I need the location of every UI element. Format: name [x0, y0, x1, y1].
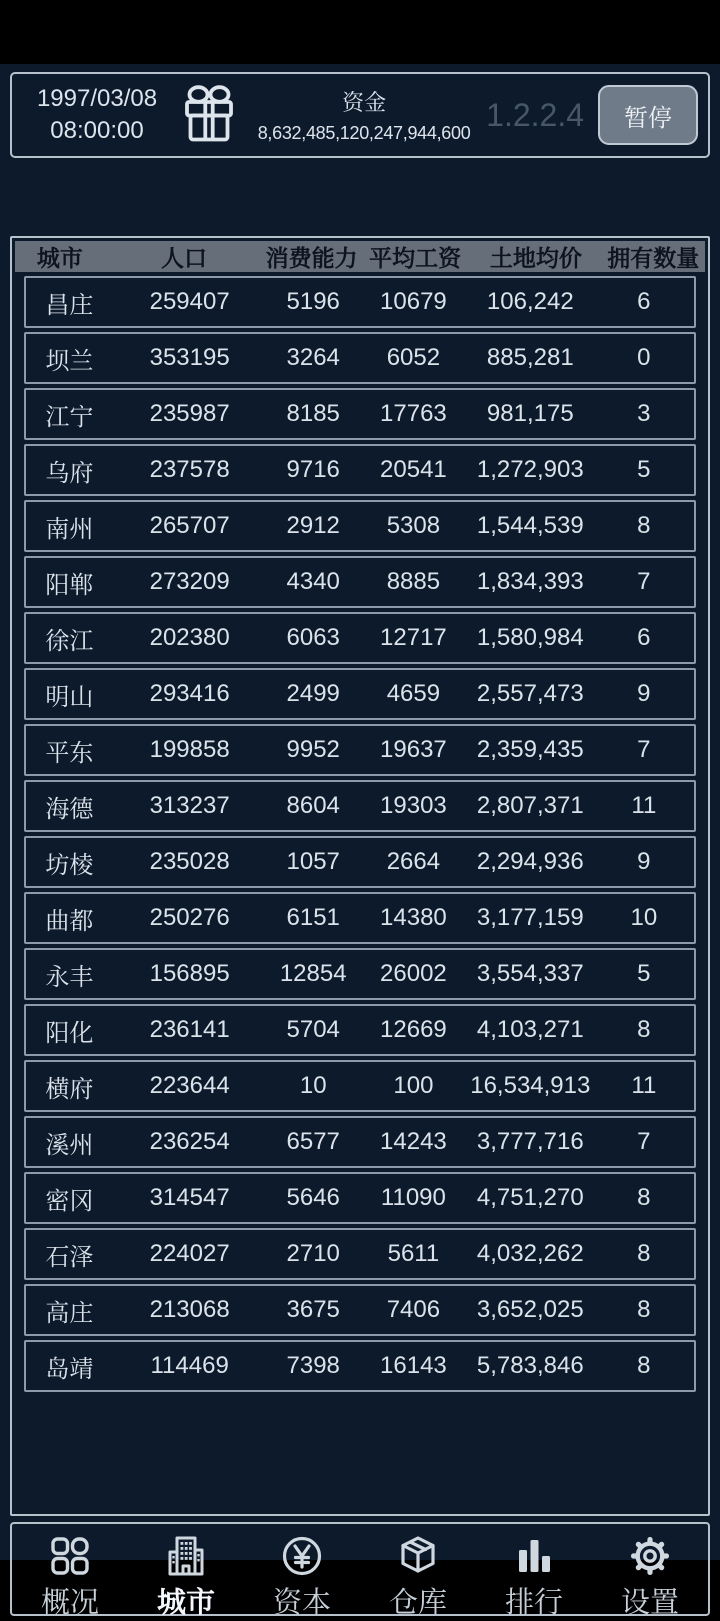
city-table	[10, 236, 710, 1516]
column-header-land-price: 土地均价	[489, 245, 582, 271]
cell-owned-count: 7	[637, 568, 651, 595]
game-datetime	[22, 83, 172, 148]
cell-city: 密冈	[45, 1187, 94, 1215]
cell-city: 乌府	[45, 459, 94, 487]
building-icon	[163, 1533, 209, 1579]
cell-population: 236254	[149, 1128, 230, 1155]
cell-population: 237578	[149, 456, 230, 483]
cell-population: 114469	[150, 1352, 229, 1379]
table-row[interactable]	[24, 1004, 696, 1056]
table-row[interactable]	[24, 1340, 696, 1392]
cell-salary: 14243	[380, 1128, 447, 1155]
cell-owned-count: 8	[637, 1016, 651, 1043]
cell-salary: 20541	[380, 456, 447, 483]
cell-land-price: 4,103,271	[476, 1016, 584, 1043]
table-row[interactable]	[24, 1116, 696, 1168]
table-row[interactable]	[24, 1284, 696, 1336]
table-row[interactable]	[24, 892, 696, 944]
cell-owned-count: 7	[637, 736, 651, 763]
nav-label: 资本	[272, 1587, 331, 1619]
cell-population: 224027	[149, 1240, 230, 1267]
cell-consumption: 4340	[286, 568, 340, 595]
cell-consumption: 10	[299, 1072, 327, 1099]
nav-item-building[interactable]	[128, 1524, 244, 1619]
cell-consumption: 5704	[286, 1016, 340, 1043]
cell-salary: 5308	[386, 512, 441, 539]
cell-salary: 12669	[380, 1016, 447, 1043]
cell-city: 阳化	[45, 1019, 94, 1047]
column-header-owned-count: 拥有数量	[607, 245, 700, 271]
table-row[interactable]	[24, 724, 696, 776]
cell-owned-count: 8	[637, 1296, 651, 1323]
cell-population: 259407	[149, 288, 230, 315]
cell-land-price: 2,807,371	[476, 792, 584, 819]
table-row[interactable]	[24, 276, 696, 328]
cell-owned-count: 6	[637, 624, 651, 651]
cell-land-price: 2,294,936	[476, 848, 584, 875]
cell-population: 199858	[149, 736, 230, 763]
app-screen	[0, 64, 720, 1619]
cell-owned-count: 11	[631, 792, 657, 819]
cell-consumption: 2499	[286, 680, 340, 707]
cell-owned-count: 9	[637, 680, 651, 707]
cell-salary: 11090	[380, 1184, 446, 1211]
cell-population: 202380	[149, 624, 230, 651]
funds-label: 资金	[342, 90, 387, 115]
cell-owned-count: 7	[637, 1128, 651, 1155]
gear-icon	[627, 1533, 673, 1579]
cell-population: 313237	[149, 792, 230, 819]
gift-icon	[182, 84, 236, 146]
cell-salary: 6052	[386, 344, 441, 371]
column-header-consumption: 消费能力	[265, 245, 358, 271]
cell-city: 徐江	[45, 627, 94, 655]
cell-city: 江宁	[45, 403, 94, 431]
cell-population: 293416	[149, 680, 230, 707]
cell-consumption: 5196	[286, 288, 340, 315]
nav-label: 排行	[504, 1587, 563, 1619]
cell-land-price: 3,177,159	[476, 904, 584, 931]
cell-land-price: 981,175	[486, 400, 574, 427]
table-row[interactable]	[24, 668, 696, 720]
cell-land-price: 1,580,984	[476, 624, 584, 651]
nav-label: 仓库	[388, 1587, 447, 1619]
cell-consumption: 3264	[286, 344, 340, 371]
table-rows	[12, 272, 708, 1392]
cell-city: 南州	[45, 515, 94, 543]
cell-salary: 17763	[380, 400, 447, 427]
cell-consumption: 6063	[286, 624, 340, 651]
cell-land-price: 106,242	[486, 288, 574, 315]
nav-item-grid[interactable]	[12, 1524, 128, 1619]
cell-salary: 2664	[386, 848, 441, 875]
cell-city: 高庄	[45, 1299, 94, 1327]
nav-label: 城市	[156, 1587, 215, 1619]
cell-consumption: 9716	[286, 456, 340, 483]
nav-item-bar-chart[interactable]	[476, 1524, 592, 1619]
grid-icon	[47, 1533, 93, 1579]
yuan-icon	[279, 1533, 325, 1579]
cell-owned-count: 8	[637, 1184, 651, 1211]
cell-consumption: 6151	[286, 904, 340, 931]
nav-item-box[interactable]	[360, 1524, 476, 1619]
cell-city: 岛靖	[45, 1355, 94, 1383]
cell-land-price: 1,544,539	[476, 512, 584, 539]
cell-land-price: 3,652,025	[476, 1296, 584, 1323]
cell-owned-count: 8	[637, 1352, 651, 1379]
cell-population: 273209	[149, 568, 230, 595]
cell-salary: 19637	[380, 736, 447, 763]
cell-land-price: 885,281	[486, 344, 574, 371]
header-card	[10, 72, 710, 158]
table-row[interactable]	[24, 948, 696, 1000]
cell-land-price: 2,557,473	[476, 680, 584, 707]
statusbar-strip	[0, 0, 720, 64]
cell-land-price: 5,783,846	[476, 1352, 584, 1379]
cell-population: 265707	[149, 512, 230, 539]
cell-city: 阳郸	[45, 571, 94, 599]
cell-population: 250276	[149, 904, 230, 931]
cell-owned-count: 3	[637, 400, 651, 427]
cell-salary: 8885	[386, 568, 441, 595]
bottom-nav	[10, 1522, 710, 1619]
cell-population: 235987	[149, 400, 230, 427]
cell-consumption: 5646	[286, 1184, 340, 1211]
cell-land-price: 2,359,435	[476, 736, 584, 763]
cell-owned-count: 5	[637, 960, 651, 987]
table-row[interactable]	[24, 612, 696, 664]
cell-city: 明山	[45, 683, 94, 711]
cell-city: 昌庄	[45, 291, 94, 319]
cell-owned-count: 6	[637, 288, 651, 315]
pause-button[interactable]: 暂停	[598, 85, 698, 145]
cell-land-price: 3,554,337	[476, 960, 584, 987]
nav-item-gear[interactable]	[592, 1524, 708, 1619]
cell-city: 曲都	[45, 907, 94, 935]
bar-chart-icon	[511, 1533, 557, 1579]
cell-consumption: 2710	[286, 1240, 340, 1267]
column-header-salary: 平均工资	[369, 245, 462, 271]
column-header-population: 人口	[161, 245, 208, 271]
cell-consumption: 1057	[286, 848, 340, 875]
cell-consumption: 2912	[286, 512, 340, 539]
cell-salary: 19303	[380, 792, 447, 819]
cell-population: 223644	[149, 1072, 230, 1099]
table-header-row	[15, 241, 705, 272]
cell-salary: 12717	[380, 624, 447, 651]
cell-owned-count: 8	[637, 1240, 651, 1267]
gift-button[interactable]	[172, 84, 246, 146]
cell-consumption: 6577	[286, 1128, 340, 1155]
cell-salary: 14380	[380, 904, 447, 931]
cell-consumption: 8185	[286, 400, 340, 427]
table-row[interactable]	[24, 444, 696, 496]
cell-city: 坊棱	[45, 851, 94, 879]
version-number: 1.2.2.4	[486, 96, 584, 133]
nav-label: 概况	[40, 1587, 99, 1619]
cell-city: 石泽	[45, 1243, 94, 1271]
table-row[interactable]	[24, 1060, 696, 1112]
cell-owned-count: 0	[637, 344, 651, 371]
cell-owned-count: 8	[637, 512, 651, 539]
cell-population: 156895	[149, 960, 230, 987]
cell-city: 横府	[45, 1075, 94, 1103]
column-header-city: 城市	[36, 245, 83, 271]
cell-land-price: 1,834,393	[476, 568, 584, 595]
cell-consumption: 9952	[286, 736, 340, 763]
cell-owned-count: 9	[637, 848, 651, 875]
cell-salary: 7406	[386, 1296, 441, 1323]
cell-consumption: 7398	[286, 1352, 340, 1379]
table-row[interactable]	[24, 500, 696, 552]
table-row[interactable]	[24, 332, 696, 384]
cell-city: 平东	[45, 739, 94, 767]
cell-population: 235028	[149, 848, 230, 875]
cell-land-price: 16,534,913	[470, 1072, 591, 1099]
cell-salary: 5611	[387, 1240, 440, 1267]
cell-land-price: 4,751,270	[476, 1184, 584, 1211]
cell-salary: 100	[393, 1072, 434, 1099]
cell-salary: 10679	[380, 288, 447, 315]
game-time: 08:00:00	[50, 117, 144, 144]
cell-city: 溪州	[45, 1131, 94, 1159]
nav-label: 设置	[620, 1587, 679, 1619]
table-row[interactable]	[24, 1172, 696, 1224]
cell-population: 353195	[149, 344, 230, 371]
table-row[interactable]	[24, 1228, 696, 1280]
funds-value: 8,632,485,120,247,944,600	[257, 123, 471, 143]
game-date: 1997/03/08	[36, 84, 158, 112]
cell-salary: 26002	[380, 960, 447, 987]
cell-owned-count: 10	[630, 904, 658, 931]
table-row[interactable]	[24, 556, 696, 608]
table-row[interactable]	[24, 780, 696, 832]
cell-salary: 16143	[380, 1352, 447, 1379]
cell-city: 永丰	[45, 963, 94, 991]
cell-consumption: 8604	[286, 792, 340, 819]
cell-consumption: 3675	[286, 1296, 340, 1323]
box-icon	[395, 1533, 441, 1579]
table-row[interactable]	[24, 836, 696, 888]
cell-consumption: 12854	[279, 960, 347, 987]
cell-land-price: 3,777,716	[476, 1128, 584, 1155]
cell-salary: 4659	[386, 680, 441, 707]
cell-city: 海德	[45, 795, 94, 823]
cell-owned-count: 5	[637, 456, 651, 483]
cell-owned-count: 11	[631, 1072, 657, 1099]
nav-item-yuan[interactable]	[244, 1524, 360, 1619]
cell-land-price: 4,032,262	[476, 1240, 584, 1267]
table-row[interactable]	[24, 388, 696, 440]
cell-city: 坝兰	[45, 347, 94, 375]
cell-population: 213068	[149, 1296, 230, 1323]
funds-block	[246, 86, 482, 144]
cell-population: 314547	[149, 1184, 230, 1211]
cell-land-price: 1,272,903	[476, 456, 584, 483]
cell-population: 236141	[149, 1016, 230, 1043]
